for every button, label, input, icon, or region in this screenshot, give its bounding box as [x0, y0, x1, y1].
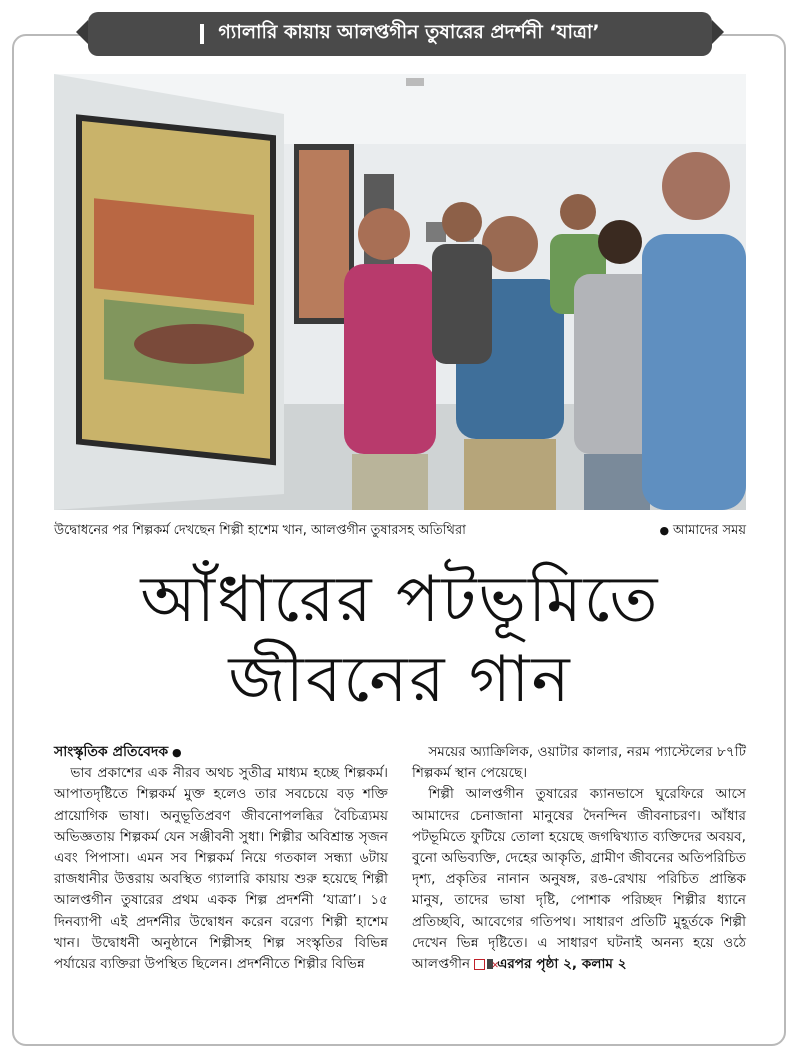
- header-bar-icon: [200, 24, 204, 44]
- headline-line-1: আঁধারের পটভূমিতে: [140, 563, 660, 637]
- tab-right-ear: [712, 20, 724, 44]
- exhibition-photo: [54, 74, 746, 510]
- header-tab: [88, 12, 712, 56]
- photo-illustration: [54, 74, 746, 510]
- article-headline: [54, 560, 746, 720]
- jump-marker-icon: [474, 959, 485, 970]
- photo-caption: উদ্বোধনের পর শিল্পকর্ম দেখছেন শিল্পী হাশেম খান, আলপ্তগীন তুষারসহ অতিথিরা: [54, 522, 466, 538]
- paragraph-2: সময়ের অ্যাক্রিলিক, ওয়াটার কালার, নরম প্যাস্টেলের ৮৭টি শিল্পকর্ম স্থান পেয়েছে।: [412, 744, 746, 782]
- paragraph-3-text: শিল্পী আলপ্তগীন তুষারের ক্যানভাসে ঘুরেফিরে আসে আমাদের চেনাজানা মানুষের দৈনন্দিন জীবনাচরণ। আঁধার পটভূমিতে ফুটিয়ে তোলা হয়েছে জগদ্বিখ্যাত ব্যক্তিদের অবয়ব, বুনো অভিব্যক্তি, দেহের আকৃতি, গ্রামীণ জীবনের অতিপরিচিত দৃশ্য, প্রকৃতির নানান অনুষঙ্গ, রঙ-রেখায় পরিচিত প্রান্তিক মানুষ, তাদের ভাষা দৃষ্টি, পোশাক পরিচ্ছদ শিল্পীর ধ্যানে প্রতিচ্ছবি, আবেগের গতিপথ। সাধারণ প্রতিটি মুহূর্তকে শিল্পী দেখেন ভিন্ন দৃষ্টিতে। এ সাধারণ ঘটনাই অনন্য হয়ে ওঠে আলপ্তগীন: [412, 786, 746, 973]
- paragraph-1: ভাব প্রকাশের এক নীরব অথচ সুতীব্র মাধ্যম হচ্ছে শিল্পকর্ম। আপাতদৃষ্টিতে শিল্পকর্ম মুক্ত হলেও তার সবচেয়ে বড় শক্তি প্রায়োগিক ভাষা। অনুভূতিপ্রবণ জীবনোপলব্ধির বৈচিত্র্যময় অভিজ্ঞতায় শিল্পকর্ম যেন সঞ্জীবনী সুধা। শিল্পীর অবিশ্রান্ত সৃজন এবং পিপাসা। এমন সব শিল্পকর্ম নিয়ে গতকাল সন্ধ্যা ৬টায় রাজধানীর উত্তরায় অবস্থিত গ্যালারি কায়ায় শুরু হয়েছে শিল্পী আলপ্তগীন তুষারের প্রথম একক শিল্প প্রদর্শনী ‘যাত্রা’। ১৫ দিনব্যাপী এই প্রদর্শনীর উদ্বোধন করেন বরেণ্য শিল্পী হাশেম খান। উদ্বোধনী অনুষ্ঠানে শিল্পীসহ শিল্প সংস্কৃতির বিভিন্ন পর্যায়ের ব্যক্তিরা উপস্থিত ছিলেন। প্রদর্শনীতে শিল্পীর বিভিন্ন: [54, 765, 388, 973]
- photo-credit: ● আমাদের সময়: [659, 521, 746, 542]
- header-title: গ্যালারি কায়ায় আলপ্তগীন তুষারের প্রদর্শনী ‘যাত্রা’: [218, 21, 600, 43]
- photo-caption-row: [54, 520, 746, 542]
- article-column-left: [54, 742, 388, 975]
- continued-jump: এরপর পৃষ্ঠা ২, কলাম ২: [497, 956, 627, 973]
- byline: সাংস্কৃতিক প্রতিবেদক ●: [54, 742, 388, 763]
- paragraph-3: [412, 784, 746, 975]
- tab-left-ear: [76, 20, 88, 44]
- article-column-right: [412, 742, 746, 975]
- header-tab-body: [88, 12, 712, 56]
- headline-line-2: জীবনের গান: [228, 643, 572, 717]
